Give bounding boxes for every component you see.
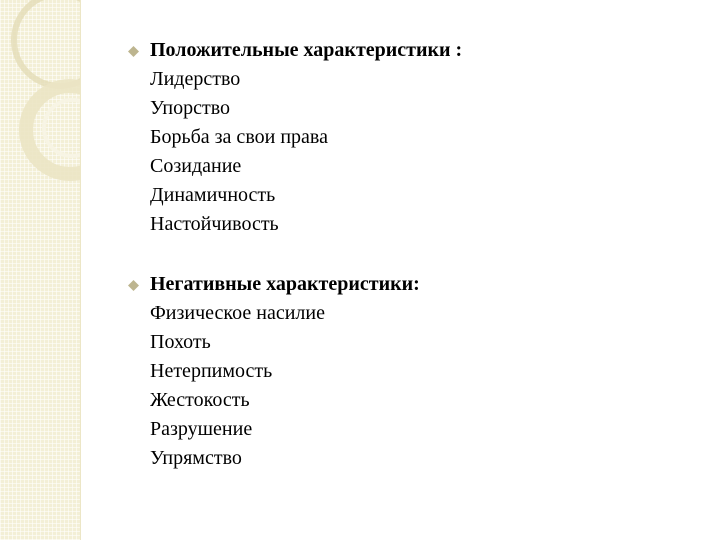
section-heading: Негативные характеристики: [150,273,420,295]
diamond-bullet-icon [128,278,139,289]
content-area [128,36,688,473]
section-heading: Положительные характеристики : [150,39,463,61]
list-item: Лидерство [150,68,241,90]
list-item: Разрушение [150,418,253,440]
list-item: Нетерпимость [150,360,273,382]
diamond-bullet-icon [128,44,139,55]
list-item: Упрямство [150,447,242,469]
decorative-circles-icon [0,0,80,540]
list-item: Созидание [150,155,242,177]
list-item: Динамичность [150,184,276,206]
list-item: Упорство [150,97,231,119]
list-item: Борьба за свои права [150,126,328,148]
section-positive [128,36,688,239]
list-item: Физическое насилие [150,302,325,324]
list-item: Похоть [150,331,211,353]
list-item: Жестокость [150,389,250,411]
section-negative [128,270,688,473]
decorative-side-band [0,0,81,540]
list-item: Настойчивость [150,213,279,235]
